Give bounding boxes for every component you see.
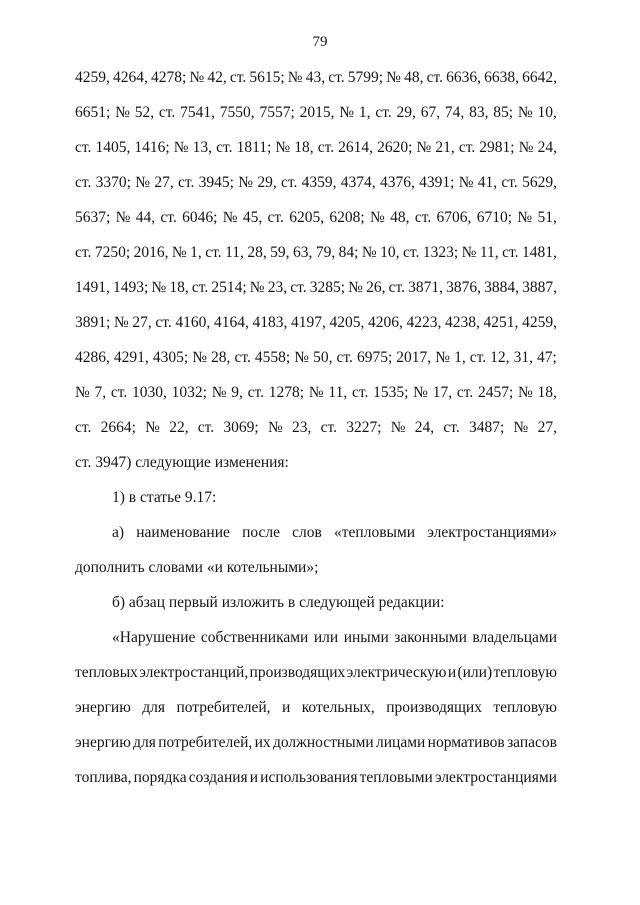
word: 7250; [94, 244, 131, 261]
word: 1032; [171, 384, 207, 401]
word: 5629, [522, 174, 557, 191]
word: 6638, [484, 69, 519, 86]
citation-line [75, 130, 557, 165]
word: № [115, 104, 130, 121]
quote-line [75, 655, 557, 690]
word: 1030, [132, 384, 167, 401]
word: № [370, 209, 385, 226]
word: № [416, 139, 432, 156]
word: тепловую [493, 664, 557, 681]
word: ст. [177, 174, 195, 191]
word: 6642, [522, 69, 557, 86]
word: № [211, 384, 227, 401]
word: ст. [375, 104, 392, 121]
word: № [75, 384, 90, 401]
word: 24, [414, 419, 435, 436]
word: № [189, 69, 205, 86]
word: ст. [205, 244, 222, 261]
word: 5799; [347, 69, 384, 86]
word: 27, [132, 314, 152, 331]
word: 4183, [252, 314, 288, 331]
word: 28, [211, 349, 231, 366]
word: № [115, 209, 131, 226]
word: 1278; [268, 384, 305, 401]
word: 10, [537, 104, 557, 121]
word: 2614, [338, 139, 374, 156]
word: ст. [158, 104, 176, 121]
citation-line [75, 60, 557, 95]
word: (или) [457, 664, 493, 681]
word: 26, [366, 279, 386, 296]
word: 29, [396, 104, 416, 121]
word: 11, [225, 244, 244, 261]
word: 4286, [75, 349, 110, 366]
word: 6208; [329, 209, 365, 226]
word: электрическую [346, 664, 447, 681]
word: 11, [479, 244, 499, 261]
word: 4259, [522, 314, 557, 331]
word: № [518, 384, 533, 401]
word: № [249, 279, 265, 296]
word: 31, [513, 349, 533, 366]
word: 7550, [219, 104, 255, 121]
word: котельных, [301, 699, 375, 716]
citation-line [75, 375, 557, 410]
word: 4251, [483, 314, 519, 331]
word: 44, [135, 209, 156, 226]
word: 47; [537, 349, 557, 366]
word: 85; [493, 104, 514, 121]
word: ст. [110, 384, 128, 401]
word: 17, [432, 384, 453, 401]
word: 2015, [299, 104, 335, 121]
word: электростанциями [434, 769, 557, 786]
word: 18, [294, 139, 314, 156]
citation-last-line: ст. 3947) следующие изменения: [75, 454, 289, 471]
word: энергию [75, 734, 131, 751]
word: 4278; [151, 69, 187, 86]
word: 4305; [152, 349, 189, 366]
word: 3887, [522, 279, 557, 296]
citation-paragraph [75, 60, 557, 480]
word: 2620; [377, 139, 413, 156]
word: иными [343, 629, 389, 646]
word: № [413, 384, 428, 401]
word: 2016, [133, 244, 169, 261]
word: № [145, 419, 160, 436]
word: 4376, [379, 174, 415, 191]
word: 6046; [182, 209, 218, 226]
item-a-line [75, 515, 557, 550]
word: № [517, 104, 533, 121]
document-body [75, 60, 557, 795]
word: 6651; [75, 104, 111, 121]
word: ст. [388, 279, 405, 296]
word: ст. [469, 349, 487, 366]
word: лицами [376, 734, 426, 751]
quote-line [75, 620, 557, 655]
word: № [294, 349, 310, 366]
word: № [308, 384, 324, 401]
word: ст. [414, 209, 432, 226]
word: 1481, [521, 244, 557, 261]
word: 1416; [134, 139, 170, 156]
word: 4164, [213, 314, 249, 331]
word: и [249, 769, 259, 786]
word: нормативов [427, 734, 505, 751]
word: ст. [328, 69, 345, 86]
word: ст. [458, 139, 476, 156]
word: ст. [197, 419, 215, 436]
word: ст. [317, 139, 335, 156]
word: 4374, [340, 174, 376, 191]
citation-line [75, 340, 557, 375]
word: № [173, 139, 189, 156]
word: 4558; [254, 349, 291, 366]
word: 45, [242, 209, 263, 226]
word: № [238, 174, 254, 191]
word: 3227; [346, 419, 382, 436]
word: № [339, 104, 355, 121]
citation-line [75, 270, 557, 305]
quote-line [75, 725, 557, 760]
word: 7, [94, 384, 107, 401]
word: тепловыми [359, 769, 433, 786]
item-a-line: дополнить словами «и котельными»; [75, 559, 319, 576]
amendment-item-a [75, 515, 557, 585]
word: 3884, [484, 279, 519, 296]
word: 27, [154, 174, 174, 191]
word: 50, [313, 349, 333, 366]
word: № [171, 244, 187, 261]
word: а) [112, 524, 125, 541]
word: 6205, [289, 209, 325, 226]
word: 27, [537, 419, 557, 436]
quote-line [75, 690, 557, 725]
word: 9, [231, 384, 243, 401]
word: ст. [75, 174, 92, 191]
word: 4197, [290, 314, 326, 331]
word: собственниками [200, 629, 309, 646]
word: 52, [134, 104, 155, 121]
word: для [133, 734, 156, 751]
item-b-text: б) абзац первый изложить в следующей редакции: [112, 594, 445, 611]
page-number: 79 [312, 34, 328, 50]
word: тепловых [75, 664, 138, 681]
word: после [242, 524, 280, 541]
word: № [458, 174, 474, 191]
word: 2664; [100, 419, 136, 436]
word: 42, [207, 69, 227, 86]
amendment-item-1 [75, 480, 557, 515]
word: владельцами [472, 629, 557, 646]
word: 1, [454, 349, 466, 366]
citation-line [75, 235, 557, 270]
word: 4223, [406, 314, 442, 331]
word: ст. [216, 139, 233, 156]
word: 1323; [422, 244, 459, 261]
word: 6975; [356, 349, 393, 366]
word: потребителей, [158, 734, 253, 751]
word: ст. [75, 139, 92, 156]
word: ст. [247, 384, 265, 401]
word: 3871, [408, 279, 443, 296]
citation-line [75, 200, 557, 235]
word: 4291, [113, 349, 149, 366]
word: 3945; [198, 174, 234, 191]
word: потребителей, [176, 699, 271, 716]
amendment-item-b [75, 585, 557, 620]
word: 3285; [309, 279, 346, 296]
word: ст. [160, 209, 177, 226]
word: 43, [305, 69, 326, 86]
word: 79, [315, 244, 336, 261]
word: или [313, 629, 339, 646]
word: 4206, [368, 314, 403, 331]
word: № [348, 279, 363, 296]
word: 1811; [236, 139, 272, 156]
word: и [281, 699, 291, 716]
word: № [113, 314, 129, 331]
word: 7541, [180, 104, 215, 121]
word: 67, [420, 104, 441, 121]
word: ст. [267, 209, 284, 226]
word: № [390, 419, 406, 436]
word: их [254, 734, 271, 751]
word: 2017, [396, 349, 432, 366]
word: наименование [136, 524, 230, 541]
word: 6710; [476, 209, 513, 226]
word: 48, [390, 209, 410, 226]
word: использования [260, 769, 358, 786]
word: 4238, [445, 314, 480, 331]
word: для [142, 699, 166, 716]
word: ст. [155, 314, 172, 331]
word: 63, [293, 244, 313, 261]
word: 2981; [479, 139, 515, 156]
word: ст. [426, 69, 443, 86]
word: 18, [537, 384, 557, 401]
word: № [518, 139, 534, 156]
word: № [192, 349, 207, 366]
word: № [461, 244, 477, 261]
citation-line [75, 410, 557, 445]
quoted-new-text [75, 620, 557, 795]
word: ст. [320, 419, 337, 436]
word: № [135, 174, 151, 191]
word: 4259, [75, 69, 110, 86]
word: 84; [338, 244, 359, 261]
word: № [513, 419, 529, 436]
word: 13, [192, 139, 213, 156]
word: 3487; [469, 419, 505, 436]
word: ст. [351, 384, 369, 401]
word: № [361, 244, 377, 261]
word: 1491, [75, 279, 110, 296]
word: 2514; [211, 279, 247, 296]
word: «тепловыми [334, 524, 416, 541]
word: 4264, [113, 69, 148, 86]
word: ст. [443, 419, 460, 436]
word: законными [394, 629, 467, 646]
word: ст. [502, 244, 519, 261]
word: 3891; [75, 314, 111, 331]
word: порядка [133, 769, 187, 786]
word: № [267, 419, 283, 436]
word: ст. [75, 244, 92, 261]
word: 12, [490, 349, 510, 366]
word: ст. [501, 174, 518, 191]
word: 6706, [436, 209, 472, 226]
word: № [435, 349, 451, 366]
word: 21, [435, 139, 455, 156]
word: 29, [257, 174, 277, 191]
word: ст. [234, 349, 251, 366]
word: 1, [190, 244, 202, 261]
word: 1405, [95, 139, 131, 156]
word: № [386, 69, 401, 86]
citation-line [75, 95, 557, 130]
word: № [275, 139, 291, 156]
citation-line [75, 165, 557, 200]
word: 10, [380, 244, 400, 261]
word: ст. [290, 279, 307, 296]
word: 2457; [477, 384, 514, 401]
word: «Нарушение [112, 629, 196, 646]
word: 1493; [113, 279, 149, 296]
word: 1, [358, 104, 371, 121]
word: № [151, 279, 167, 296]
word: ст. [403, 244, 420, 261]
word: 3876, [446, 279, 481, 296]
word: № [287, 69, 303, 86]
word: 23, [267, 279, 288, 296]
word: 83, [469, 104, 489, 121]
word: электростанциями» [427, 524, 557, 541]
word: ст. [229, 69, 247, 86]
word: 41, [477, 174, 498, 191]
word: 5637; [75, 209, 111, 226]
word: производящих [386, 699, 482, 716]
word: ст. [280, 174, 298, 191]
word: 48, [404, 69, 424, 86]
word: производящих [249, 664, 346, 681]
word: ст. [75, 419, 92, 436]
word: 22, [169, 419, 189, 436]
word: создания [188, 769, 248, 786]
word: № [222, 209, 238, 226]
word: 18, [169, 279, 189, 296]
quote-line [75, 760, 557, 795]
word: 74, [444, 104, 465, 121]
citation-line [75, 305, 557, 340]
word: ст. [456, 384, 474, 401]
word: энергию [75, 699, 131, 716]
item-1-text: 1) в статье 9.17: [112, 489, 217, 506]
word: 4391; [419, 174, 455, 191]
word: ст. [336, 349, 353, 366]
word: ст. [191, 279, 209, 296]
word: № [517, 209, 533, 226]
word: запасов [507, 734, 557, 751]
word: 23, [291, 419, 312, 436]
word: 24, [537, 139, 557, 156]
word: 1535; [373, 384, 409, 401]
word: 4359, [301, 174, 337, 191]
word: должностными [272, 734, 374, 751]
word: 11, [328, 384, 348, 401]
word: 59, [270, 244, 290, 261]
word: электростанций, [139, 664, 249, 681]
word: слов [292, 524, 322, 541]
word: тепловую [493, 699, 557, 716]
word: 51, [537, 209, 557, 226]
word: 4160, [175, 314, 211, 331]
word: 5615; [249, 69, 285, 86]
word: 3370; [95, 174, 131, 191]
word: 7557; [259, 104, 295, 121]
word: и [447, 664, 457, 681]
word: 4205, [329, 314, 365, 331]
word: 3069; [223, 419, 259, 436]
word: топлива, [75, 769, 132, 786]
word: 6636, [446, 69, 481, 86]
word: 28, [247, 244, 267, 261]
